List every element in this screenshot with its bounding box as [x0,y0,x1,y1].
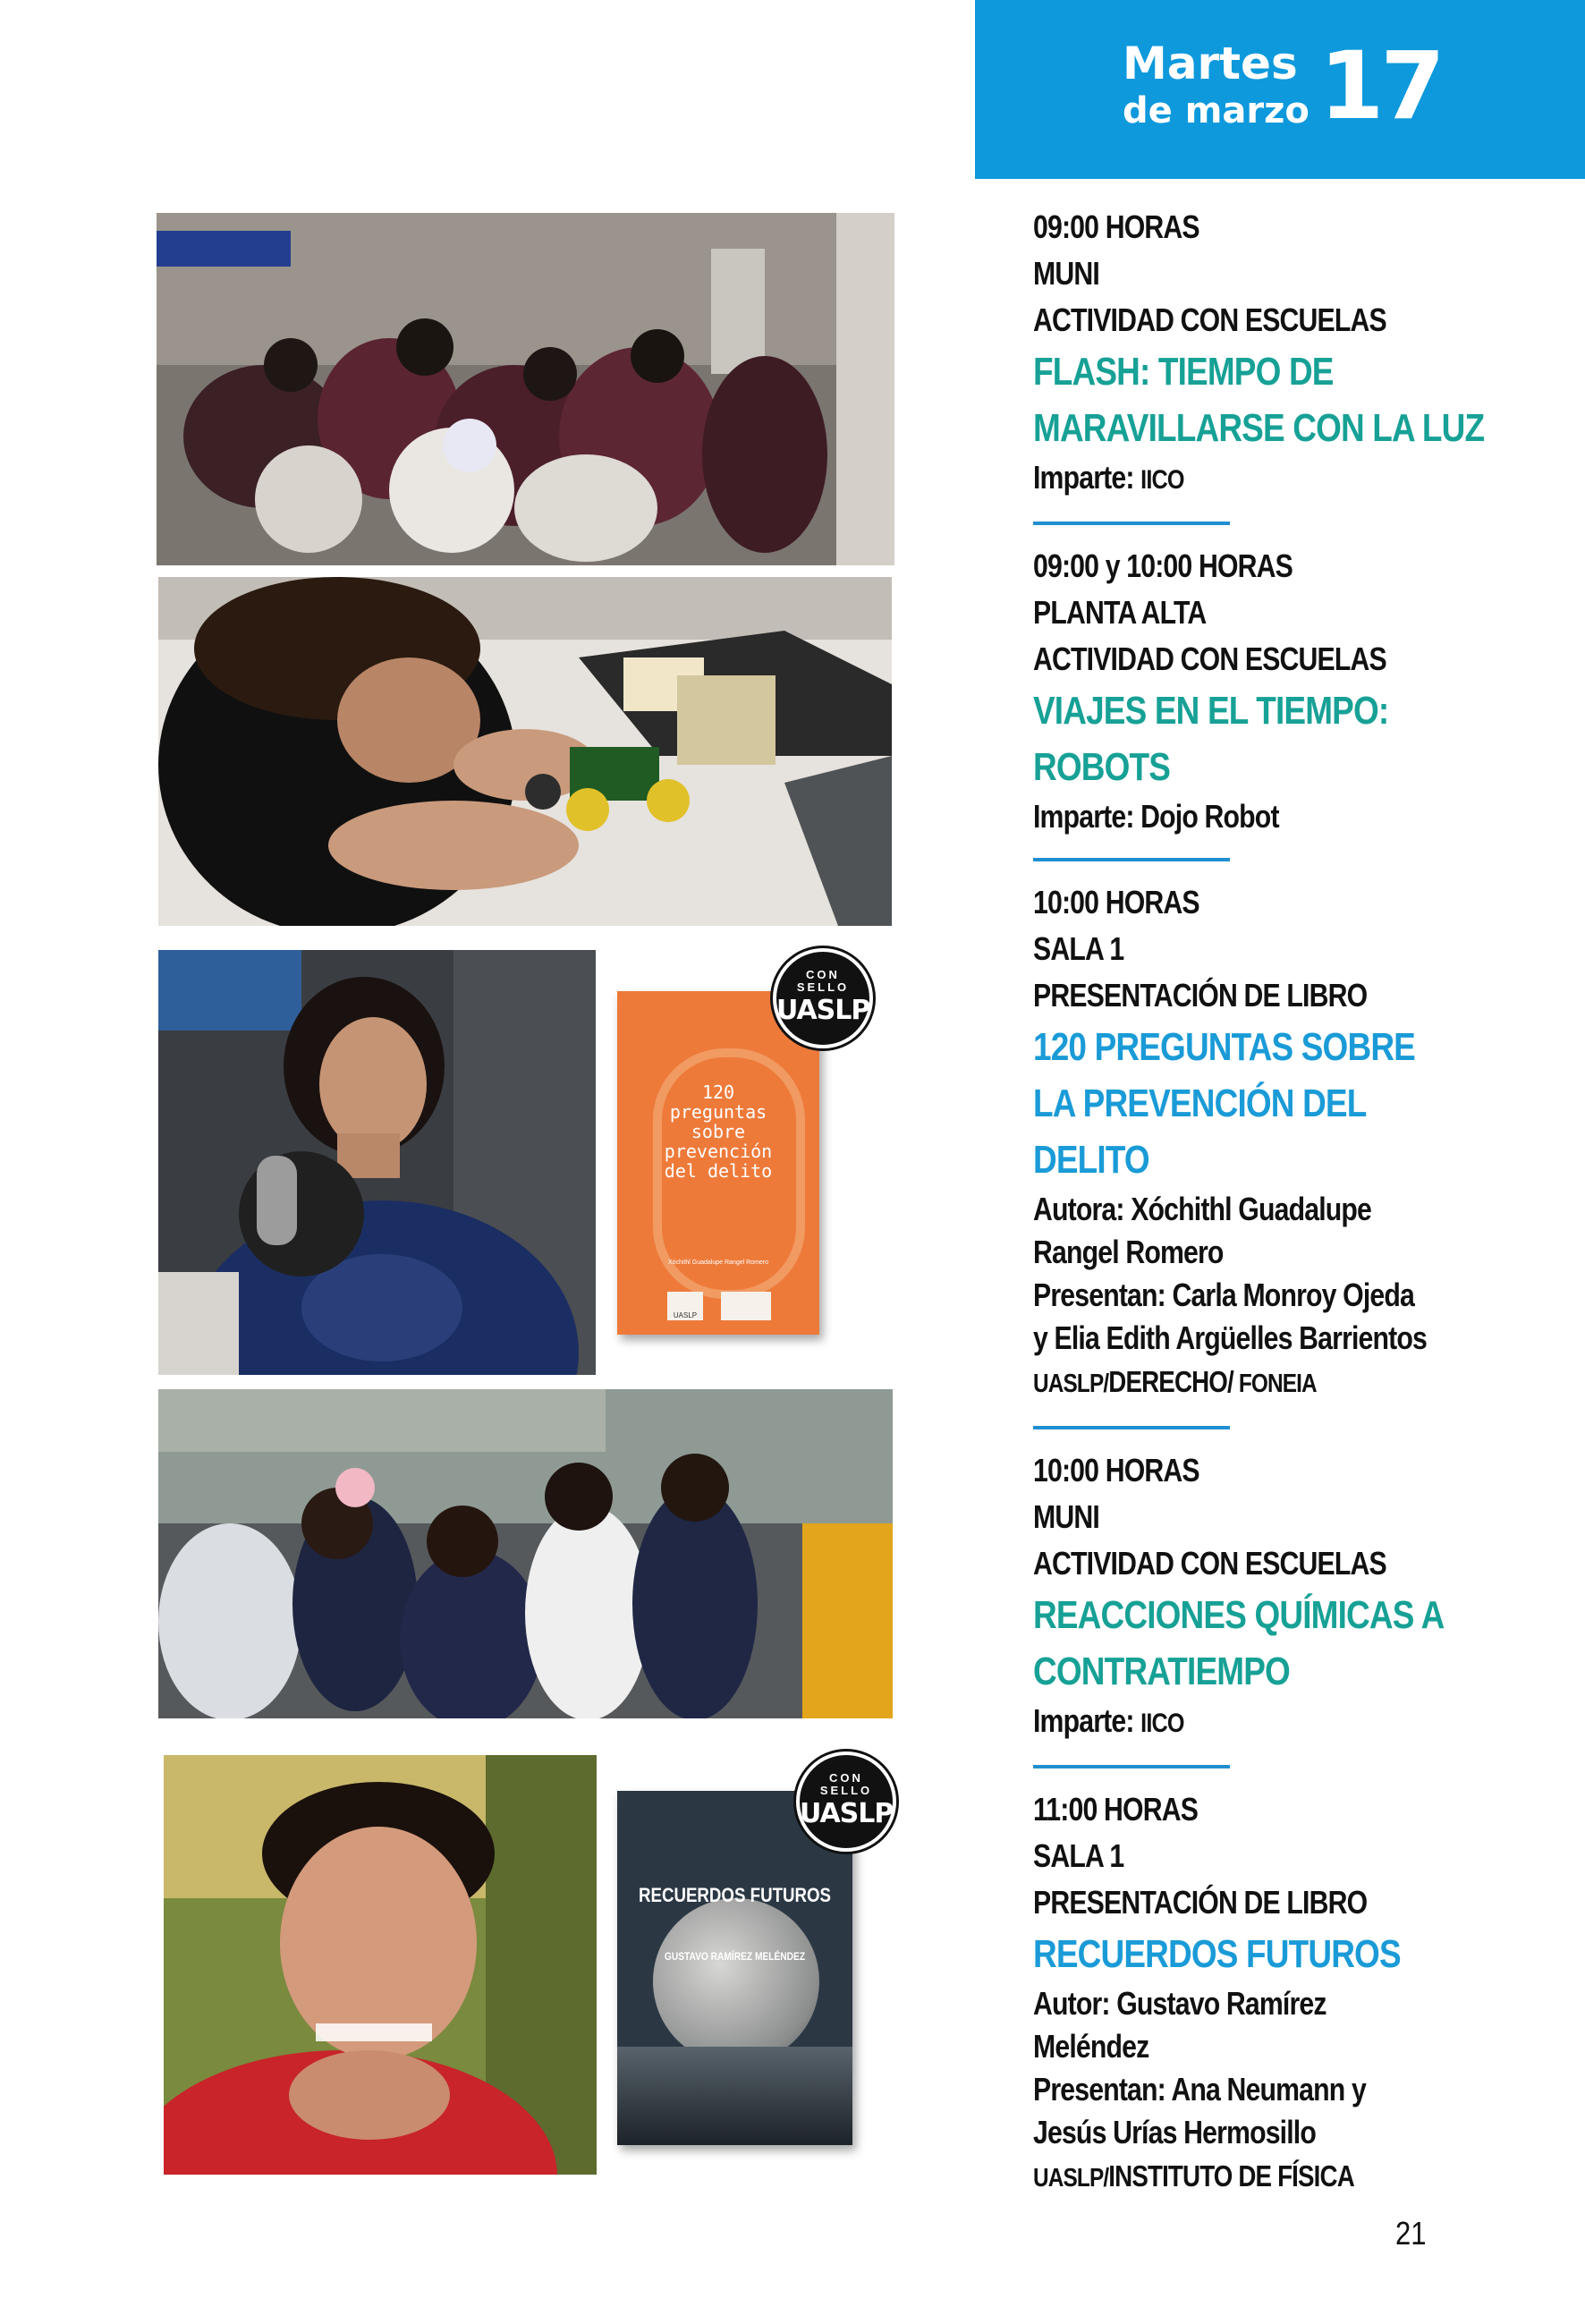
event-title: ROBOTS [1033,745,1171,789]
event-divider [1033,522,1230,525]
event-type: ACTIVIDAD CON ESCUELAS [1033,1545,1386,1582]
event-schedule [1033,204,1561,2201]
event-place: PLANTA ALTA [1033,594,1207,631]
date-day-number: 17 [1319,31,1442,140]
event-item [1033,879,1561,1406]
uaslp-seal [796,1751,896,1852]
event-instructor [1033,795,1477,838]
event-place: MUNI [1033,255,1099,292]
book-cover-line: sobre [691,1121,746,1142]
event-detail: Presentan: Carla Monroy Ojeda [1033,1277,1415,1313]
event-time: 09:00 HORAS [1033,208,1199,245]
event-title: DELITO [1033,1138,1149,1182]
book-cover-text [617,1082,819,1181]
book-cover-publisher-logo: UASLP [667,1292,703,1320]
book-cover-line: preguntas [669,1101,767,1123]
instructor-value: IICO [1140,465,1184,495]
event-title: VIAJES EN EL TIEMPO: [1033,689,1389,733]
event-title: CONTRATIEMPO [1033,1650,1290,1693]
instructor-value: IICO [1140,1709,1184,1738]
book-cover-title: RECUERDOS FUTUROS [638,1884,832,1906]
event-item [1033,1447,1561,1745]
event-title: MARAVILLARSE CON LA LUZ [1033,406,1485,450]
book-cover-author: Xóchithl Guadalupe Rangel Romero [667,1260,769,1266]
org-part: UASLP/ [1033,2164,1109,2193]
event-type: PRESENTACIÓN DE LIBRO [1033,977,1368,1014]
org-part: FONEIA [1233,1370,1317,1398]
event-time: 10:00 HORAS [1033,884,1199,920]
event-detail: Rangel Romero [1033,1234,1224,1270]
event-detail: Presentan: Ana Neumann y [1033,2071,1366,2108]
event-instructor [1033,456,1477,502]
event-time: 11:00 HORAS [1033,1791,1199,1828]
book-cover-line: prevención [664,1141,773,1162]
event-detail: Autora: Xóchithl Guadalupe [1033,1191,1372,1227]
photo-author-xochithl [158,950,596,1375]
seal-mid-text: SELLO [796,980,850,994]
event-item [1033,1786,1561,2201]
event-item [1033,204,1561,502]
seal-top-text: CON [806,968,840,981]
event-type: ACTIVIDAD CON ESCUELAS [1033,640,1386,677]
event-title: LA PREVENCIÓN DEL [1033,1081,1367,1125]
event-place: SALA 1 [1033,930,1124,967]
date-month: de marzo [1123,90,1310,131]
seal-brand-text: UASLP [776,995,870,1026]
instructor-label: Imparte: [1033,1702,1134,1739]
date-weekday: Martes [1123,38,1298,89]
event-type: PRESENTACIÓN DE LIBRO [1033,1884,1368,1921]
photo-children-school-visit [158,1389,893,1718]
event-place: SALA 1 [1033,1837,1124,1874]
event-place: MUNI [1033,1498,1099,1535]
org-part: DERECHO/ [1108,1365,1233,1398]
photo-author-gustavo [164,1755,597,2175]
event-detail: Autor: Gustavo Ramírez [1033,1985,1326,2022]
instructor-label: Imparte: [1033,798,1134,835]
book-cover-secondary-logo [721,1292,771,1320]
event-instructor [1033,1700,1477,1745]
book-cover-moon [653,1898,819,2065]
instructor-label: Imparte: [1033,459,1134,496]
date-header [975,0,1585,179]
photo-robot-building [158,577,892,926]
book-cover-ground [617,2047,852,2145]
seal-mid-text: SELLO [819,1784,873,1797]
event-organizer [1033,1360,1477,1406]
event-divider [1033,1765,1230,1768]
book-cover-120-preguntas [617,991,819,1335]
event-title: FLASH: TIEMPO DE [1033,350,1334,394]
event-time: 09:00 y 10:00 HORAS [1033,547,1293,584]
uaslp-seal [773,948,873,1048]
book-cover-line: del delito [664,1160,773,1182]
book-cover-recuerdos-futuros [617,1791,852,2145]
event-time: 10:00 HORAS [1033,1452,1199,1489]
event-detail: Jesús Urías Hermosillo [1033,2114,1316,2150]
page-number: 21 [1395,2215,1427,2252]
event-detail: y Elia Edith Argüelles Barrientos [1033,1319,1428,1356]
org-part: UASLP/ [1033,1370,1109,1398]
event-title: 120 PREGUNTAS SOBRE [1033,1025,1415,1069]
book-cover-line: 120 [701,1081,735,1103]
event-type: ACTIVIDAD CON ESCUELAS [1033,301,1386,338]
event-divider [1033,858,1230,861]
seal-top-text: CON [829,1771,863,1785]
book-cover-author: GUSTAVO RAMÍREZ MELÉNDEZ [664,1950,806,1963]
instructor-value: Dojo Robot [1140,798,1279,835]
photo-classroom-children [157,213,894,565]
event-title: REACCIONES QUÍMICAS A [1033,1593,1445,1637]
event-organizer [1033,2154,1477,2201]
event-item [1033,543,1561,838]
event-detail: Meléndez [1033,2028,1149,2065]
seal-brand-text: UASLP [800,1798,894,1829]
org-part: INSTITUTO DE FÍSICA [1108,2159,1354,2193]
event-divider [1033,1426,1230,1429]
event-title: RECUERDOS FUTUROS [1033,1932,1401,1976]
